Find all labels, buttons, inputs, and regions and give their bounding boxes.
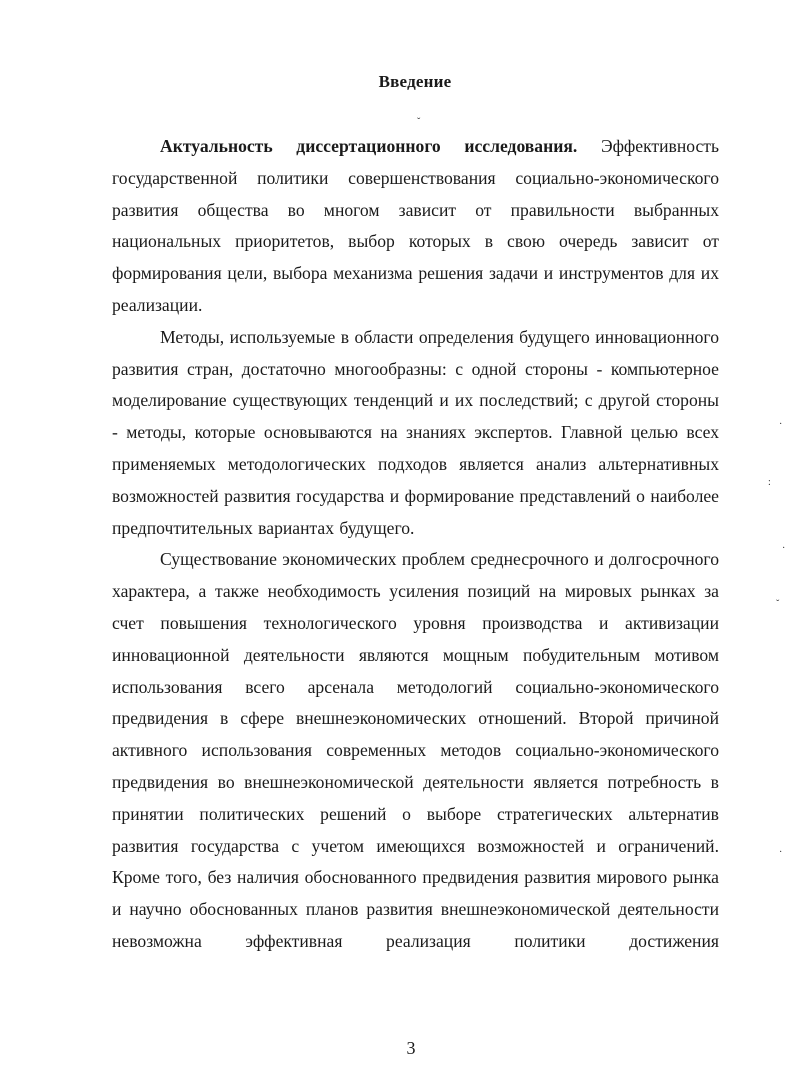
paragraph-text: Существование экономических проблем среднесрочного и долгосрочного характера, а также необходимость усиления позиций на мировых рынках за счет повышения технологического уровня производства и активизации инновационной деятельности являются мощным побудительным мотивом использования всего арсенала методологий социально-экономического предвидения в сфере внешнеэкономических отношений. Второй причиной активного использования современных методов социально-экономического предвидения во внешнеэкономической деятельности является потребность в принятии политических решений о выборе стратегических альтернатив развития государства с учетом имеющихся возможностей и ограничений. Кроме того, без наличия обоснованного предвидения развития мирового рынка и научно обоснованных планов развития внешнеэкономической деятельности невозможна эффективная реализация политики достижения xyxy=(112,549,719,951)
scan-speck: · xyxy=(779,419,783,430)
paragraph-relevance xyxy=(112,131,719,322)
scan-speck: ˇ xyxy=(776,599,780,610)
page-number: 3 xyxy=(406,1038,416,1058)
scan-speck: · xyxy=(782,543,786,554)
paragraph-text: Методы, используемые в области определения будущего инновационного развития стран, достаточно многообразны: с одной стороны - компьютерное моделирование существующих тенденций и их последствий; с другой стороны - методы, которые основываются на знаниях экспертов. Главной целью всех применяемых методологических подходов является анализ альтернативных возможностей развития государства и формирование представлений о наиболее предпочтительных вариантах будущего. xyxy=(112,326,719,538)
scan-speck: : xyxy=(768,477,771,488)
scan-speck: ˇ xyxy=(417,117,421,128)
paragraph-problems xyxy=(112,544,719,957)
paragraph-methods xyxy=(112,322,719,545)
paragraph-lead: Актуальность диссертационного исследования. xyxy=(160,136,578,156)
scan-speck: · xyxy=(779,847,783,858)
section-heading: Введение xyxy=(378,72,452,91)
paragraph-text: Эффективность государственной политики совершенствования социально-экономического развития общества во многом зависит от правильности выбранных национальных приоритетов, выбор которых в свою очередь зависит от формирования цели, выбора механизма решения задачи и инструментов для их реализации. xyxy=(112,136,719,315)
body-text xyxy=(112,131,719,958)
